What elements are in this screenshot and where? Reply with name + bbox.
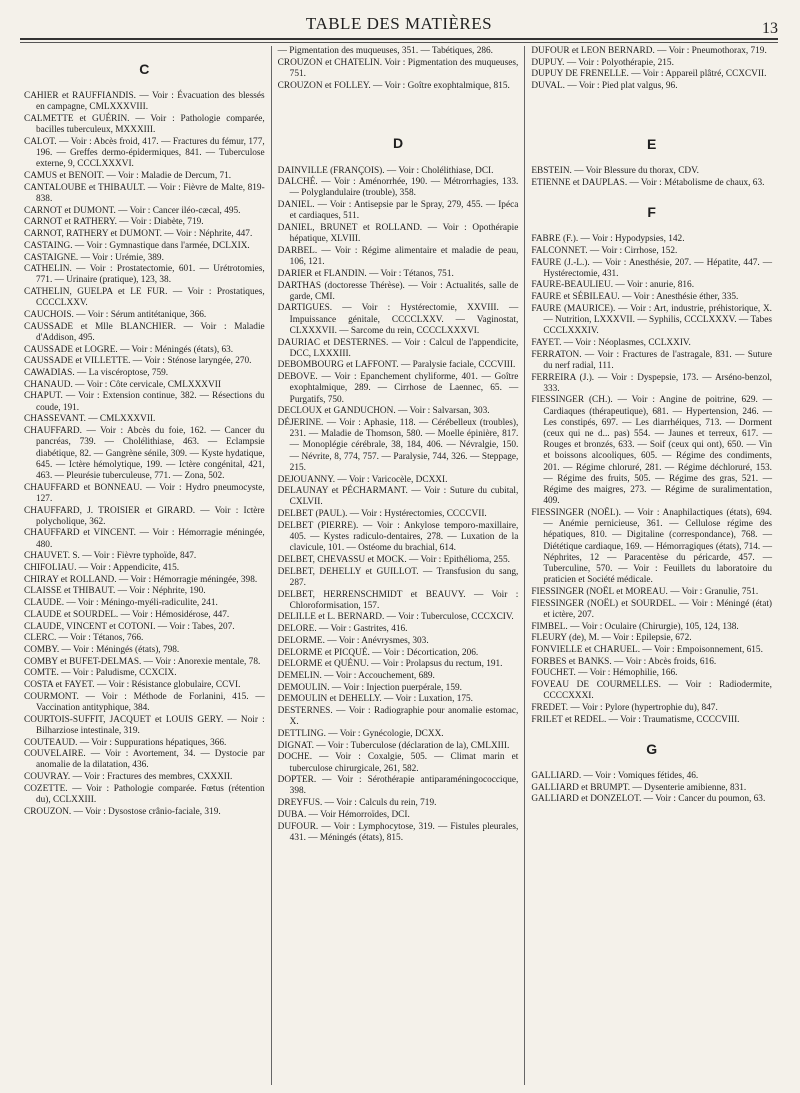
page-header [20,10,778,38]
index-entry: CANTALOUBE et THIBAULT. — Voir : Fièvre de Malte, 819-838. [24,182,265,205]
index-entry: CAUSSADE et VILLETTE. — Voir : Sténose laryngée, 270. [24,356,252,367]
index-entry: DESTERNES. — Voir : Radiographie pour anomalie estomac, X. [277,706,519,728]
index-entry: FOUCHET. — Voir : Hémophilie, 166. [531,668,678,679]
index-entry: FAURE-BEAULIEU. — Voir : anurie, 816. [531,280,695,291]
index-entry: CHAPUT. — Voir : Extension continue, 382. — Résections du coude, 191. [24,391,265,413]
index-entry: DARTIGUES. — Voir : Hystérectomie, XXVIII. — Impuissance génitale, CCCCLXXV. — Vaginostat, CLXXXVII. — Sarcome du rein, CCCCLXXXVI. [277,303,519,336]
index-entry: FIMBEL. — Voir : Oculaire (Chirurgie), 105, 124, 138. [531,621,739,632]
index-entry: DELILLE et L. BERNARD. — Voir : Tuberculose, CCCXCIV. [277,612,514,623]
index-entry: DELORME et PICQUÉ. — Voir : Décortication, 206. [277,647,479,658]
section-letter: G [646,740,658,757]
index-entry: CLAUDE, VINCENT et COTONI. — Voir : Tabes, 207. [24,621,235,632]
section-gap [531,93,772,121]
index-entry: CASTAIGNE. — Voir : Urémie, 389. [24,252,164,263]
page-number: 13 [762,20,778,37]
index-entry: — Pigmentation des muqueuses, 351. — Tabétiques, 286. [277,46,493,56]
index-entry: COSTA et FAYET. — Voir : Résistance globulaire, CCVI. [24,680,241,691]
index-entry: CATHELIN, GUELPA et LE FUR. — Voir : Prostatiques, CCCCLXXV. [24,287,265,309]
index-entry: GALLIARD. — Voir : Vomiques fétides, 46. [531,771,699,782]
index-entry: DEMOULIN. — Voir : Injection puerpérale, 159. [277,682,462,693]
section-letter: D [392,135,404,152]
index-entry: DEMOULIN et DEHELLY. — Voir : Luxation, 175. [277,694,473,705]
index-entry: DEBOMBOURG et LAFFONT. — Paralysie faciale, CCCVIII. [277,360,516,371]
index-entry: CLAUDE. — Voir : Méningo-myéli-radiculite, 241. [24,598,218,609]
index-entry: FIESSINGER (NOËL). — Voir : Anaphilactiques (états), 694. — Anémie pernicieuse, 361. — Cellulose régime des hépatiques, 810. — Digitaline (correspondance), 768. — Diététique cardiaque, 169. — Hémorragiques (états), 714. — Néphrites, 12 — Paracentèse du péricarde, 457. — Tuberculine, 570. — Voir : Feuillets du laboratoire du praticien et Société médicale. [531,508,773,586]
index-entry: ETIENNE et DAUPLAS. — Voir : Métabolisme de chaux, 63. [531,177,765,188]
index-entry: FLEURY (de), M. — Voir : Epilepsie, 672. [531,633,692,644]
index-entry: CAMUS et BENOIT. — Voir : Maladie de Dercum, 71. [24,171,232,182]
index-entry: COMBY. — Voir : Méningés (états), 798. [24,644,180,655]
index-entry: CHASSEVANT. — CMLXXXVII. [24,414,156,425]
index-entry: DECLOUX et GANDUCHON. — Voir : Salvarsan, 303. [277,406,490,417]
index-entry: FORBES et BANKS. — Voir : Abcès froids, 616. [531,656,717,667]
index-entry: DAINVILLE (FRANÇOIS). — Voir : Cholélithiase, DCI. [277,165,494,176]
index-entry: FERREIRA (J.). — Voir : Dyspepsie, 173. — Arséno-benzol, 333. [531,372,773,394]
section-letter: F [647,203,656,220]
header-rule [20,38,778,43]
index-entry: CASTAING. — Voir : Gymnastique dans l'armée, DCLXIX. [24,240,250,251]
index-entry: CHAUVET. S. — Voir : Fièvre typhoïde, 847. [24,551,197,562]
index-entry: CROUZON et FOLLEY. — Voir : Goître exophtalmique, 815. [277,80,510,91]
index-entry: FRILET et REDEL. — Voir : Traumatisme, CCCCVIII. [531,714,740,725]
index-entry: DANIEL. — Voir : Antisepsie par le Spray, 279, 455. — Ipéca et cardiaques, 511. [277,200,519,222]
index-entry: CHAUFFARD et VINCENT. — Voir : Hémorragie méningée, 480. [24,528,265,550]
index-entry: DIGNAT. — Voir : Tuberculose (déclaration de la), CMLXIII. [277,740,510,751]
index-entry: DELORME et QUÉNU. — Voir : Prolapsus du rectum, 191. [277,659,503,670]
index-entry: DEMELIN. — Voir : Accouchement, 689. [277,670,435,681]
index-entry: DELBET, DEHELLY et GUILLOT. — Transfusion du sang, 287. [277,566,519,588]
index-entry: FONVIELLE et CHARUEL. — Voir : Empoisonnement, 615. [531,644,763,655]
index-entry: FERRATON. — Voir : Fractures de l'astragale, 831. — Suture du nerf radial, 111. [531,349,773,371]
index-entry: FOVEAU DE COURMELLES. — Voir : Radiodermite, CCCCXXXI. [531,680,773,702]
index-entry: FAYET. — Voir : Néoplasmes, CCLXXIV. [531,337,691,348]
index-entry: COUVRAY. — Voir : Fractures des membres, CXXXII. [24,772,233,783]
index-entry: FALCONNET. — Voir : Cirrhose, 152. [531,245,678,256]
index-entry: DOPTER. — Voir : Sérothérapie antiparaméningococcique, 398. [277,775,519,797]
index-entry: CAUSSADE et Mlle BLANCHIER. — Voir : Maladie d'Addison, 495. [24,321,265,343]
index-entry: CROUZON. — Voir : Dysostose crânio-faciale, 319. [24,806,221,817]
index-entry: DUPUY DE FRENELLE. — Voir : Appareil plâtré, CCXCVII. [531,69,767,80]
index-entry: DELBET (PAUL). — Voir : Hystérectomies, CCCCVII. [277,509,487,520]
index-entry: DARTHAS (doctoresse Thérèse). — Voir : Actualités, salle de garde, CMI. [277,280,519,302]
index-entry: CALOT. — Voir : Abcès froid, 417. — Fractures du fémur, 177, 196. — Greffes dermo-épidermiques, 841. — Tuberculose externe, 9, CCCLXXXVI. [24,137,265,170]
index-entry: DÉJERINE. — Voir : Aphasie, 118. — Cérébelleux (troubles), 231. — Maladie de Thomson, 580. — Moelle épinière, 817. — Monoplégie cérébrale, 38, 184, 406. — Névralgie, 150. — Névrite, 8, 774, 757. — Paralysie, 744, 326. — Steppage, 215. [277,417,519,473]
section-gap [278,92,519,120]
index-entry: FIESSINGER (NOËL et MOREAU. — Voir : Granulie, 751. [531,586,759,597]
index-entry: DUPUY. — Voir : Polyothérapie, 215. [531,57,674,68]
index-entry: CHAUFFARD et BONNEAU. — Voir : Hydro pneumocyste, 127. [24,482,265,504]
index-entry: DEBOVE. — Voir : Epanchement chyliforme, 401. — Goître exophtalmique, 289. — Cirrhose de Laennec, 65. — Purgatifs, 750. [277,372,519,405]
section-letter: E [647,135,657,152]
index-entry: CHANAUD. — Voir : Côte cervicale, CMLXXXVII [24,379,221,390]
index-entry: CHIFOLIAU. — Voir : Appendicite, 415. [24,563,180,574]
index-entry: EBSTEIN. — Voir Blessure du thorax, CDV. [531,166,699,177]
index-entry: CALMETTE et GUÉRIN. — Voir : Pathologie comparée, bacilles tuberculeux, MXXXIII. [24,114,265,136]
index-entry: CARNOT et RATHERY. — Voir : Diabète, 719. [24,217,204,228]
index-entry: DOCHE. — Voir : Coxalgie, 505. — Climat marin et tuberculose chirurgicale, 261, 582. [277,752,519,774]
index-entry: DUBA. — Voir Hémorroïdes, DCI. [277,809,410,820]
index-entry: DARIER et FLANDIN. — Voir : Tétanos, 751. [277,268,454,279]
index-entry: FAURE (J.-L.). — Voir : Anesthésie, 207. — Hépatite, 447. — Hystérectomie, 431. [531,257,773,279]
index-entry: DAURIAC et DESTERNES. — Voir : Calcul de l'appendicite, DCC, LXXXIII. [277,337,519,359]
index-entry: GALLIARD et DONZELOT. — Voir : Cancer du poumon, 63. [531,794,766,805]
index-entry: CARNOT et DUMONT. — Voir : Cancer iléo-cæcal, 495. [24,205,241,216]
index-entry: CHIRAY et ROLLAND. — Voir : Hémorragie méningée, 398. [24,574,258,585]
index-entry: CLAISSE et THIBAUT. — Voir : Néphrite, 190. [24,586,206,597]
index-entry: CATHELIN. — Voir : Prostatectomie, 601. — Urétrotomies, 771. — Urinaire (pratique), 123, 38. [24,264,265,286]
index-entry: FAURE (MAURICE). — Voir : Art, industrie, préhistorique, X. — Nutrition, LXXXVII. — Syphilis, CCCLXXXV. — Tabes CCCLXXXIV. [531,303,773,337]
index-entry: CAUSSADE et LOGRE. — Voir : Méningés (états), 63. [24,344,234,355]
index-entry: DELAUNAY et PÉCHARMANT. — Voir : Suture du cubital, CXLVII. [277,486,519,508]
index-entry: DELBET, HERRENSCHMIDT et BEAUVY. — Voir : Chloroformisation, 157. [277,589,519,611]
index-entry: COMTE. — Voir : Paludisme, CCXCIX. [24,668,177,679]
index-entry: DUFOUR. — Voir : Lymphocytose, 319. — Fistules pleurales, 431. — Méningés (états), 815. [277,821,519,843]
index-entry: FREDET. — Voir : Pylore (hypertrophie du), 847. [531,702,718,713]
index-entry: DELBET, CHEVASSU et MOCK. — Voir : Epithélioma, 255. [277,554,510,565]
index-entry: CLERC. — Voir : Tétanos, 766. [24,633,144,644]
index-column-right [524,46,778,1085]
index-entry: CHAUFFARD, J. TROISIER et GIRARD. — Voir : Ictère polycholique, 362. [24,505,265,527]
section-letter: C [139,61,150,77]
index-entry: FAURE et SÉBILEAU. — Voir : Anesthésie éther, 335. [531,292,739,303]
index-entry: CHAUFFARD. — Voir : Abcès du foie, 162. — Cancer du pancréas, 739. — Cholélithiase, 463. — Eclampsie diabétique, 82. — Gangrène sénile, 309. — Kyste hydatique, 645. — Ictère hémolytique, 199. — Ictère congénital, 421, 463. — Pleurésie tuberculeuse, 771. — Zona, 502. [24,426,265,481]
index-column-middle [271,46,525,1085]
index-entry: GALLIARD et BRUMPT. — Dysenterie amibienne, 831. [531,782,747,793]
index-entry: DANIEL, BRUNET et ROLLAND. — Voir : Opothérapie hépatique, XLVIII. [277,223,519,245]
index-column-left [18,46,271,1085]
index-entry: CAWADIAS. — La viscéroptose, 759. [24,368,169,379]
index-entry: COUVELAIRE. — Voir : Avortement, 34. — Dystocie par anomalie de la dilatation, 436. [24,749,265,771]
index-entry: DUVAL. — Voir : Pied plat valgus, 96. [531,81,678,92]
index-entry: COURMONT. — Voir : Méthode de Forlanini, 415. — Vaccination antityphique, 384. [24,691,265,713]
index-entry: COMBY et BUFET-DELMAS. — Voir : Anorexie mentale, 78. [24,656,261,667]
index-entry: DELBET (PIERRE). — Voir : Ankylose temporo-maxillaire, 405. — Kystes radiculo-dentaires, 278. — Luxation de la clavicule, 101. — Ostéome du brachial, 614. [277,520,519,554]
index-entry: DARBEL. — Voir : Régime alimentaire et maladie de peau, 106, 121. [277,245,519,268]
index-entry: DELORME. — Voir : Anévrysmes, 303. [277,635,429,646]
index-entry: DEJOUANNY. — Voir : Varicocèle, DCXXI. [277,474,448,485]
index-entry: DREYFUS. — Voir : Calculs du rein, 719. [277,798,437,809]
index-entry: DETTLING. — Voir : Gynécologie, DCXX. [277,728,444,739]
index-entry: COURTOIS-SUFFIT, JACQUET et LOUIS GERY. — Noir : Bilharziose intestinale, 319. [24,714,265,736]
index-columns [18,46,778,1085]
index-entry: DALCHÉ. — Voir : Aménorrhée, 190. — Métrorrhagies, 133. — Polyglandulaire (trouble), 358. [277,177,519,199]
index-entry: DELORE. — Voir : Gastrites, 416. [277,624,408,635]
index-entry: CLAUDE et SOURDEL. — Voir : Hémosidérose, 447. [24,609,230,620]
index-entry: COUTEAUD. — Voir : Suppurations hépatiques, 366. [24,737,227,748]
index-entry: FIESSINGER (CH.). — Voir : Angine de poitrine, 629. — Cardiaques (thérapeutique), 681. — Hypertension, 246. — Les constipés, 697. — Les diarrhéiques, 713. — Dorment (ceux qui ne d... pas) 554. — Jaunes et terreux, 617. — Rouges et bronzés, 633. — Soif (ceux qui ont), 650. — Vin et boissons alcooliques, 605. — Régime des condiments, 201. — Régime chloruré, 281. — Régime déchloruré, 153. — Régime des fruits, 505. — Régime des gras, 521. — Régime des maigres, 273. — Régime de suralimentation, 409. [531,395,773,507]
index-entry: DUFOUR et LÉON BERNARD. — Voir : Pneumothorax, 719. [531,46,767,56]
index-entry: CROUZON et CHATELIN. Voir : Pigmentation des muqueuses, 751. [277,57,519,79]
index-entry: FABRE (F.). — Voir : Hypodypsies, 142. [531,234,685,245]
page-title: TABLE DES MATIÈRES [305,14,493,33]
index-entry: COZETTE. — Voir : Pathologie comparée. Fœtus (rétention du), CCLXXIII. [24,783,265,806]
index-entry: FIESSINGER (NOËL) et SOURDEL. — Voir : Méningé (état) et ictère, 207. [531,598,773,620]
index-entry: CARNOT, RATHERY et DUMONT. — Voir : Néphrite, 447. [24,229,253,240]
index-entry: CAHIER et RAUFFIANDIS. — Voir : Évacuation des blessés en campagne, CMLXXXVIII. [24,91,265,113]
index-entry: CAUCHOIS. — Voir : Sérum antitétanique, 366. [24,310,207,321]
